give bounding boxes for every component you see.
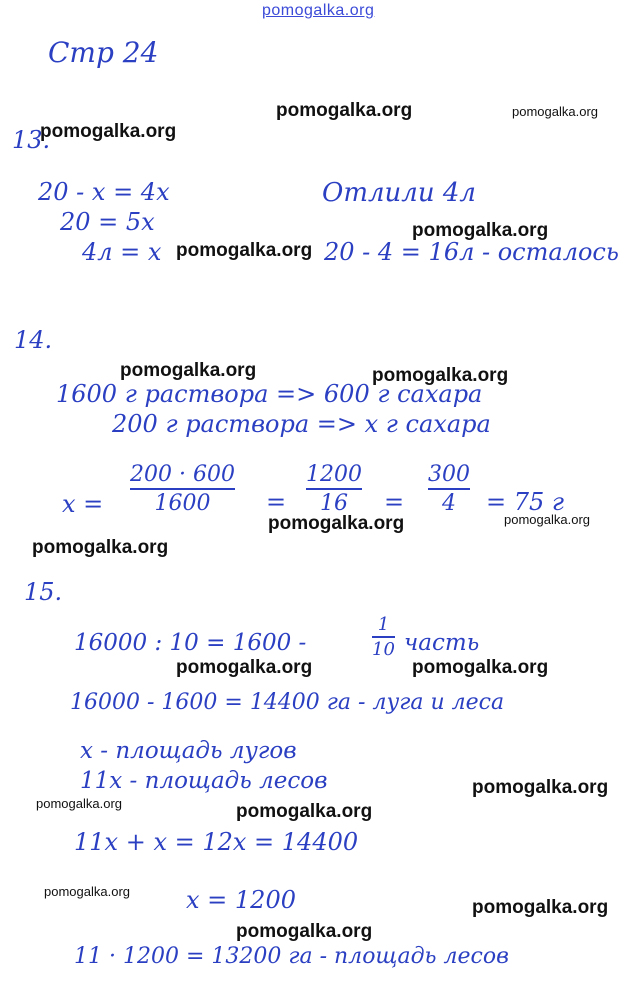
- fraction-bar: [372, 636, 395, 638]
- fraction-bar: [130, 488, 235, 490]
- watermark: pomogalka.org: [268, 513, 405, 534]
- task-15-line-5: 11x + x = 12x = 14400: [74, 828, 359, 856]
- watermark: pomogalka.org: [236, 801, 373, 822]
- task-15-line-6: x = 1200: [186, 886, 296, 914]
- watermark: pomogalka.org: [512, 104, 598, 119]
- fraction-2-numerator: 1200: [306, 462, 362, 487]
- task-15-line-1: 16000 : 10 = 1600 -: [74, 630, 307, 656]
- fraction-3-denominator: 4: [442, 491, 456, 516]
- page-reference: Стр 24: [48, 36, 159, 69]
- watermark: pomogalka.org: [372, 365, 509, 386]
- fraction-numerator: 1: [377, 614, 390, 635]
- task-13-equation-2: 20 = 5x: [60, 208, 155, 236]
- watermark: pomogalka.org: [36, 796, 122, 811]
- task-14-x-equals: x =: [62, 490, 104, 518]
- fraction-bar: [306, 488, 362, 490]
- task-15-line-4: 11x - площадь лесов: [80, 768, 328, 794]
- fraction-bar: [428, 488, 470, 490]
- task-14-equals-b: =: [384, 488, 405, 516]
- task-14-line-2: 200 г раствора => x г сахара: [112, 410, 491, 438]
- task-15-number: 15.: [24, 578, 63, 606]
- watermark: pomogalka.org: [32, 537, 169, 558]
- watermark: pomogalka.org: [412, 220, 549, 241]
- task-14-number: 14.: [14, 326, 53, 354]
- watermark: pomogalka.org: [504, 512, 590, 527]
- task-13-number: 13.: [12, 126, 51, 154]
- fraction-2-denominator: 16: [320, 491, 348, 516]
- task-15-line-3: x - площадь лугов: [80, 738, 297, 764]
- task-14-result: = 75 г: [486, 488, 565, 516]
- task-13-equation-3: 4л = x: [82, 238, 162, 266]
- watermark: pomogalka.org: [236, 921, 373, 942]
- task-14-fraction-1: [130, 462, 235, 516]
- watermark: pomogalka.org: [412, 657, 549, 678]
- task-15-line-7: 11 · 1200 = 13200 га - площадь лесов: [74, 944, 509, 969]
- task-13-answer-calc: 20 - 4 = 16л - осталось: [324, 238, 619, 266]
- fraction-3-numerator: 300: [428, 462, 470, 487]
- watermark: pomogalka.org: [276, 100, 413, 121]
- task-14-fraction-2: [306, 462, 362, 516]
- watermark: pomogalka.org: [40, 121, 177, 142]
- fraction-1-numerator: 200 · 600: [130, 462, 235, 487]
- fraction-1-denominator: 1600: [154, 491, 211, 516]
- task-15-line-2: 16000 - 1600 = 14400 га - луга и леса: [70, 690, 505, 715]
- task-15-fraction: [372, 614, 395, 660]
- watermark: pomogalka.org: [44, 884, 130, 899]
- site-header-link[interactable]: pomogalka.org: [262, 2, 375, 19]
- watermark: pomogalka.org: [472, 897, 609, 918]
- watermark: pomogalka.org: [176, 240, 313, 261]
- task-13-answer-label: Отлили 4л: [322, 178, 476, 208]
- fraction-denominator: 10: [372, 639, 395, 660]
- watermark: pomogalka.org: [176, 657, 313, 678]
- task-13-equation-1: 20 - x = 4x: [38, 178, 170, 206]
- task-14-fraction-3: [428, 462, 470, 516]
- watermark: pomogalka.org: [120, 360, 257, 381]
- task-14-line-1: 1600 г раствора => 600 г сахара: [56, 380, 483, 408]
- watermark: pomogalka.org: [472, 777, 609, 798]
- task-14-equals-a: =: [266, 488, 287, 516]
- task-15-line-1-word: часть: [404, 630, 480, 656]
